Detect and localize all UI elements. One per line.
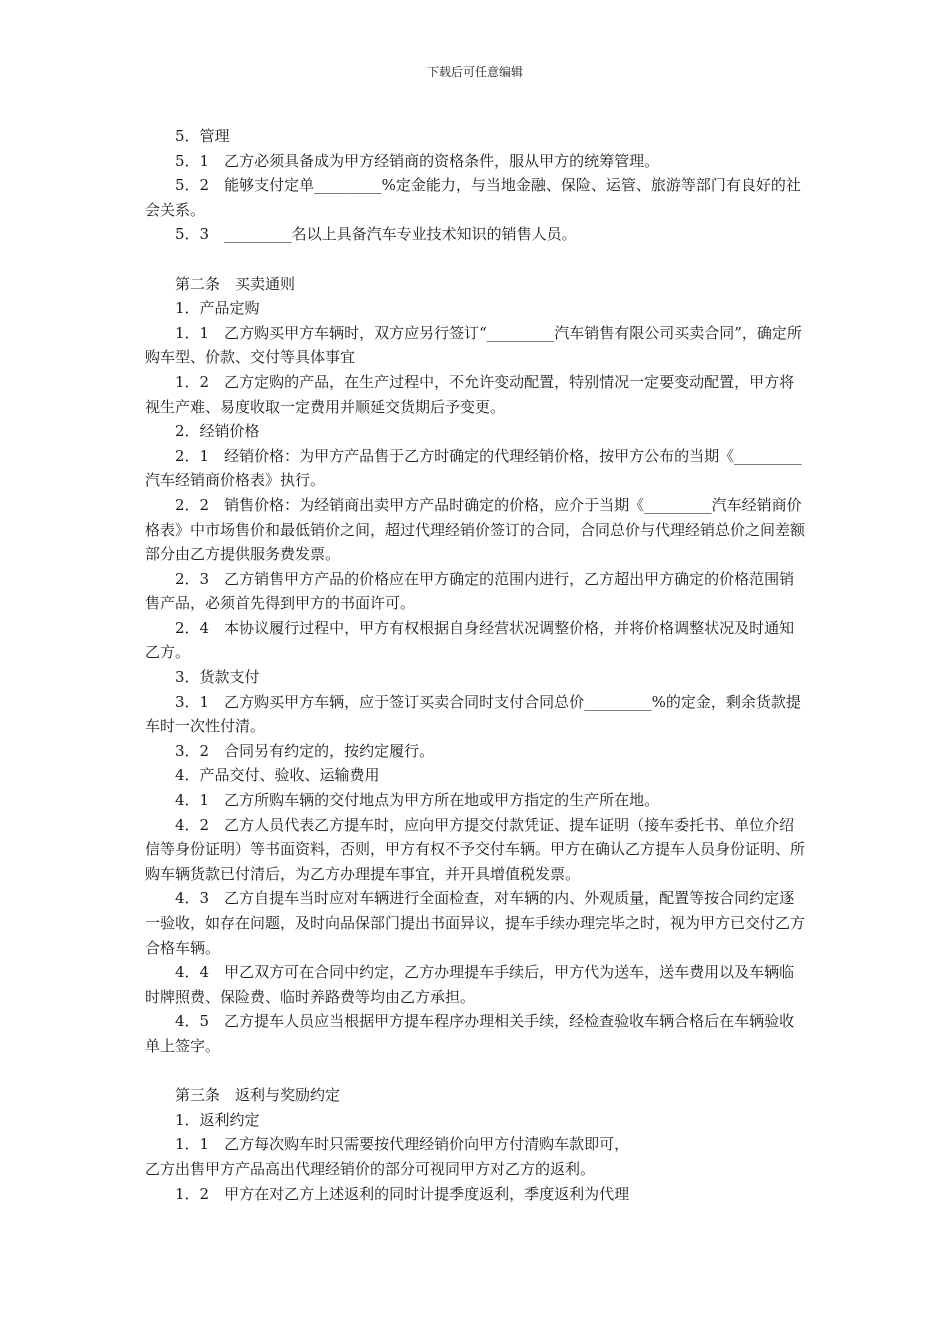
paragraph: 2．3 乙方销售甲方产品的价格应在甲方确定的范围内进行，乙方超出甲方确定的价格范围销售产品，必须首先得到甲方的书面许可。	[145, 569, 795, 613]
paragraph: 2．1 经销价格：为甲方产品售于乙方时确定的代理经销价格，按甲方公布的当期《_________汽车经销商价格表》执行。	[145, 446, 802, 490]
paragraph: 4．4 甲乙双方可在合同中约定，乙方办理提车手续后，甲方代为送车，送车费用以及车辆临时牌照费、保险费、临时养路费等均由乙方承担。	[145, 963, 795, 1006]
section-heading: 5．管理	[175, 127, 230, 145]
article-heading: 第二条 买卖通则	[175, 274, 296, 293]
paragraph: 1．1 乙方每次购车时只需要按代理经销价向甲方付清购车款即可，	[175, 1135, 630, 1154]
paragraph: 1．1 乙方购买甲方车辆时，双方应另行签订“_________汽车销售有限公司买卖合同”，确定所购车型、价款、交付等具体事宜	[145, 323, 802, 367]
section-heading: 3．货款支付	[175, 668, 260, 687]
paragraph: 5．3 _________名以上具备汽车专业技术知识的销售人员。	[175, 225, 577, 244]
section-heading: 2．经销价格	[175, 422, 260, 441]
blank-line	[145, 1059, 805, 1084]
paragraph: 乙方出售甲方产品高出代理经销价的部分可视同甲方对乙方的返利。	[145, 1159, 596, 1178]
paragraph: 4．1 乙方所购车辆的交付地点为甲方所在地或甲方指定的生产所在地。	[175, 791, 660, 810]
paragraph: 4．2 乙方人员代表乙方提车时，应向甲方提交付款凭证、提车证明（接车委托书、单位介绍信等身份证明）等书面资料，否则，甲方有权不予交付车辆。甲方在确认乙方提车人员身份证明、所购车辆货款已付清后，为乙方办理提车事宜，并开具增值税发票。	[145, 815, 806, 883]
document-body	[145, 124, 805, 1206]
paragraph: 1．2 乙方定购的产品，在生产过程中，不允许变动配置，特别情况一定要变动配置，甲方将视生产难、易度收取一定费用并顺延交货期后予变更。	[145, 372, 795, 416]
section-heading: 1．产品定购	[175, 299, 260, 318]
section-heading: 1．返利约定	[175, 1110, 260, 1129]
blank-line	[145, 247, 805, 272]
paragraph: 4．3 乙方自提车当时应对车辆进行全面检查，对车辆的内、外观质量，配置等按合同约定逐一验收，如存在问题，及时向品保部门提出书面异议，提车手续办理完毕之时，视为甲方已交付乙方合格车辆。	[145, 889, 806, 957]
page-header: 下载后可任意编辑	[426, 65, 523, 79]
paragraph: 2．2 销售价格：为经销商出卖甲方产品时确定的价格，应介于当期《_________汽车经销商价格表》中市场售价和最低销价之间，超过代理经销价签订的合同，合同总价与代理经销总价之间差额部分由乙方提供服务费发票。	[145, 495, 806, 564]
paragraph: 3．2 合同另有约定的，按约定履行。	[175, 741, 435, 760]
paragraph: 1．2 甲方在对乙方上述返利的同时计提季度返利，季度返利为代理	[175, 1184, 630, 1203]
section-heading: 4．产品交付、验收、运输费用	[175, 766, 380, 785]
paragraph: 4．5 乙方提车人员应当根据甲方提车程序办理相关手续，经检查验收车辆合格后在车辆验收单上签字。	[145, 1012, 795, 1055]
paragraph: 5．1 乙方必须具备成为甲方经销商的资格条件，服从甲方的统筹管理。	[175, 151, 660, 170]
paragraph: 3．1 乙方购买甲方车辆，应于签订买卖合同时支付合同总价_________%的定金，剩余货款提车时一次性付清。	[145, 692, 801, 736]
paragraph: 5．2 能够支付定单_________%定金能力，与当地金融、保险、运管、旅游等部门有良好的社会关系。	[145, 176, 801, 219]
paragraph: 2．4 本协议履行过程中，甲方有权根据自身经营状况调整价格，并将价格调整状况及时通知乙方。	[145, 618, 795, 662]
article-heading: 第三条 返利与奖励约定	[175, 1086, 341, 1105]
